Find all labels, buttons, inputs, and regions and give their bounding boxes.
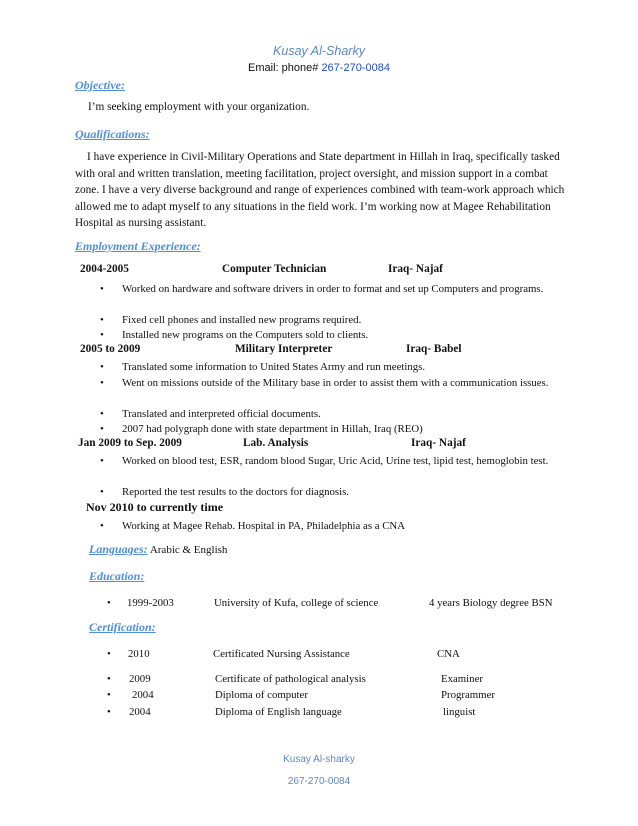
objective-text: I’m seeking employment with your organization.: [88, 101, 310, 113]
job-dates: Nov 2010 to currently time: [86, 500, 224, 514]
list-item: • Installed new programs on the Computers sold to clients.: [100, 329, 369, 341]
bullet-icon: •: [100, 408, 104, 420]
qualifications-text: I have experience in Civil-Military Operations and State department in Hillah in Iraq, specifically tasked with oral and written translation, meeting facilitation, project oversight, and mission support in a combat zone. I have a very diverse background and range of experiences combined with team-work approach which allowed me to adapt myself to any situations in the field work. I’m working now at Magee Rehabilitation Hospital as nursing assistant.: [75, 151, 565, 229]
cert-name: Certificated Nursing Assistance: [213, 648, 350, 660]
bullet-icon: •: [100, 329, 104, 341]
list-item: • Went on missions outside of the Military base in order to assist them with a communication issues.: [100, 377, 549, 389]
languages-line: [89, 542, 227, 557]
bullet-icon: •: [100, 283, 104, 295]
job-header: [80, 343, 560, 359]
bullet-icon: •: [100, 455, 104, 467]
languages-text: Arabic & English: [149, 544, 228, 556]
bullet-icon: •: [100, 361, 104, 373]
languages-heading: Languages:: [89, 542, 148, 556]
list-item: • Translated and interpreted official documents.: [100, 408, 321, 420]
footer-phone: 267-270-0084: [287, 776, 351, 787]
objective-heading: Objective:: [75, 78, 125, 92]
job-dates: 2004-2005: [80, 263, 129, 275]
list-item: • 2007 had polygraph done with state department in Hillah, Iraq (REO): [100, 423, 423, 435]
job-place: Iraq- Najaf: [411, 437, 466, 449]
contact-line: [0, 62, 638, 74]
bullet-icon: •: [107, 673, 111, 685]
job-dates: 2005 to 2009: [80, 343, 141, 355]
bullet-icon: •: [107, 597, 111, 609]
job-title: Military Interpreter: [235, 343, 333, 355]
education-degree: 4 years Biology degree BSN: [429, 597, 553, 609]
education-years: 1999-2003: [127, 597, 174, 609]
cert-name: Diploma of English language: [215, 706, 342, 718]
list-item: • Reported the test results to the doctors for diagnosis.: [100, 486, 349, 498]
list-item: • Working at Magee Rehab. Hospital in PA, Philadelphia as a CNA: [100, 520, 406, 532]
cert-name: Diploma of computer: [215, 689, 308, 701]
job-header: [78, 437, 558, 453]
list-item: • Translated some information to United States Army and run meetings.: [100, 361, 426, 373]
bullet-icon: •: [100, 520, 104, 532]
bullet-icon: •: [107, 706, 111, 718]
footer-name: Kusay Al-sharky: [283, 754, 355, 765]
education-school: University of Kufa, college of science: [214, 597, 379, 609]
employment-heading: Employment Experience:: [75, 239, 201, 253]
cert-year: 2004: [129, 706, 151, 718]
cert-title: CNA: [437, 648, 460, 660]
resume-name: Kusay Al-Sharky: [273, 44, 365, 58]
cert-title: Examiner: [441, 673, 483, 685]
cert-title: Programmer: [441, 689, 495, 701]
job-title: Lab. Analysis: [243, 437, 309, 449]
phone-number: 267-270-0084: [321, 62, 390, 74]
job-title: Computer Technician: [222, 263, 327, 275]
cert-year: 2009: [129, 673, 151, 685]
job-place: Iraq- Najaf: [388, 263, 443, 275]
bullet-icon: •: [100, 377, 104, 389]
job-header: [86, 500, 566, 516]
job-header: [80, 263, 560, 279]
cert-year: 2010: [128, 648, 150, 660]
bullet-icon: •: [100, 423, 104, 435]
bullet-icon: •: [107, 648, 111, 660]
certification-heading: Certification:: [89, 620, 156, 634]
bullet-icon: •: [100, 314, 104, 326]
qualifications-heading: Qualifications:: [75, 127, 150, 141]
bullet-icon: •: [107, 689, 111, 701]
bullet-icon: •: [100, 486, 104, 498]
list-item: • Worked on hardware and software drivers in order to format and set up Computers and programs.: [100, 283, 544, 295]
contact-label: Email: phone#: [248, 62, 319, 74]
cert-year: 2004: [132, 689, 154, 701]
education-heading: Education:: [89, 569, 145, 583]
job-dates: Jan 2009 to Sep. 2009: [78, 437, 182, 449]
cert-name: Certificate of pathological analysis: [215, 673, 366, 685]
cert-title: linguist: [443, 706, 476, 718]
list-item: • Worked on blood test, ESR, random blood Sugar, Uric Acid, Urine test, lipid test, hemoglobin test.: [100, 455, 549, 467]
job-place: Iraq- Babel: [406, 343, 462, 355]
list-item: • Fixed cell phones and installed new programs required.: [100, 314, 362, 326]
